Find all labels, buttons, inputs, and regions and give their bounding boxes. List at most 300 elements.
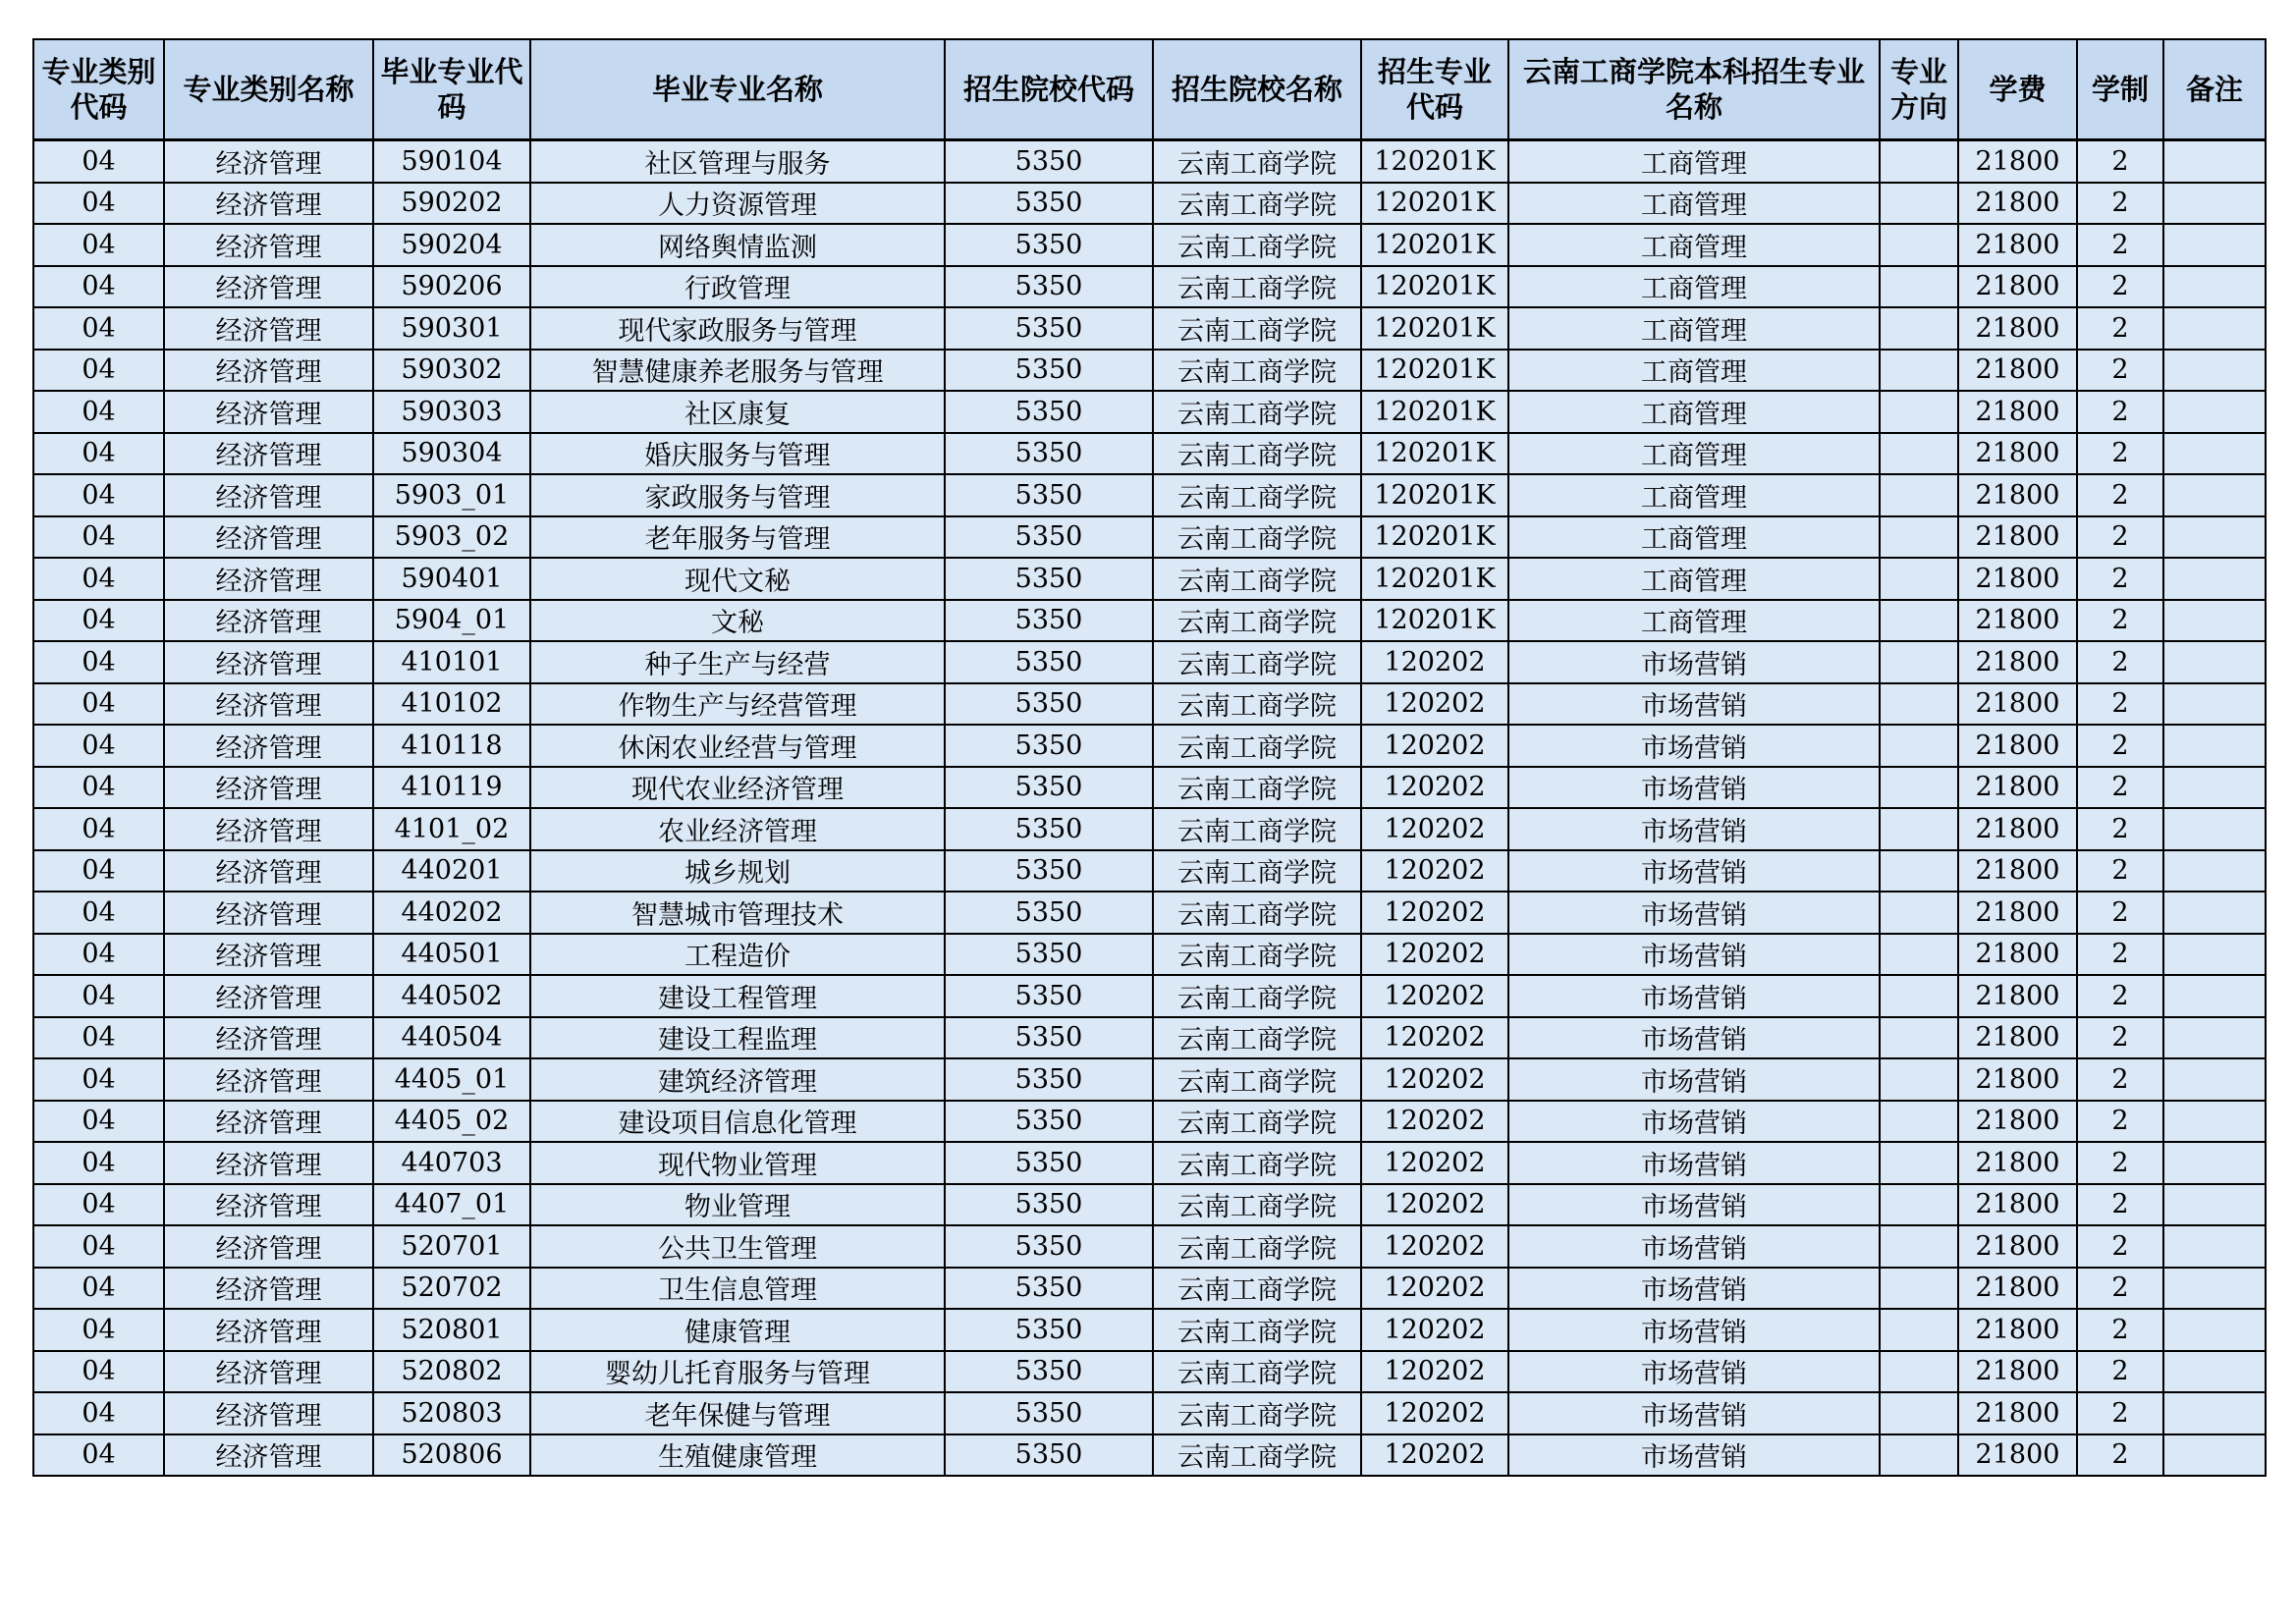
tuition-cell: 21800 bbox=[1958, 767, 2077, 809]
table-row bbox=[33, 600, 2266, 642]
major-direction-cell bbox=[1880, 1392, 1958, 1434]
graduate-major-name-cell: 人力资源管理 bbox=[530, 183, 945, 225]
category-code-cell: 04 bbox=[33, 558, 164, 600]
school-code-cell: 5350 bbox=[945, 1268, 1153, 1310]
duration-cell: 2 bbox=[2077, 892, 2163, 934]
duration-cell: 2 bbox=[2077, 850, 2163, 893]
enroll-major-name-cell: 市场营销 bbox=[1508, 1142, 1880, 1184]
enroll-major-name-cell: 市场营销 bbox=[1508, 641, 1880, 683]
major-direction-cell bbox=[1880, 808, 1958, 850]
graduate-major-code-cell: 4405_02 bbox=[373, 1101, 530, 1143]
category-code-cell: 04 bbox=[33, 641, 164, 683]
school-name-cell: 云南工商学院 bbox=[1153, 350, 1361, 392]
major-direction-cell bbox=[1880, 474, 1958, 516]
enroll-major-name-cell: 工商管理 bbox=[1508, 391, 1880, 433]
tuition-cell: 21800 bbox=[1958, 140, 2077, 183]
duration-cell: 2 bbox=[2077, 641, 2163, 683]
duration-cell: 2 bbox=[2077, 600, 2163, 642]
tuition-cell: 21800 bbox=[1958, 391, 2077, 433]
graduate-major-name-cell: 老年服务与管理 bbox=[530, 516, 945, 559]
duration-cell: 2 bbox=[2077, 975, 2163, 1017]
school-code-cell: 5350 bbox=[945, 307, 1153, 350]
category-code-cell: 04 bbox=[33, 725, 164, 767]
major-direction-cell bbox=[1880, 1184, 1958, 1226]
major-direction-cell bbox=[1880, 1309, 1958, 1351]
category-name-cell: 经济管理 bbox=[164, 1017, 373, 1059]
tuition-cell: 21800 bbox=[1958, 1058, 2077, 1101]
enroll-major-code-cell: 120202 bbox=[1361, 1309, 1508, 1351]
remarks-cell bbox=[2163, 850, 2266, 893]
graduate-major-code-cell: 440703 bbox=[373, 1142, 530, 1184]
graduate-major-name-cell: 种子生产与经营 bbox=[530, 641, 945, 683]
category-name-cell: 经济管理 bbox=[164, 474, 373, 516]
header-enroll-major-name: 云南工商学院本科招生专业名称 bbox=[1508, 39, 1880, 140]
table-row bbox=[33, 183, 2266, 225]
graduate-major-name-cell: 社区康复 bbox=[530, 391, 945, 433]
graduate-major-code-cell: 440202 bbox=[373, 892, 530, 934]
duration-cell: 2 bbox=[2077, 266, 2163, 308]
category-code-cell: 04 bbox=[33, 474, 164, 516]
table-row bbox=[33, 433, 2266, 475]
tuition-cell: 21800 bbox=[1958, 1225, 2077, 1268]
remarks-cell bbox=[2163, 808, 2266, 850]
remarks-cell bbox=[2163, 224, 2266, 266]
enroll-major-code-cell: 120202 bbox=[1361, 683, 1508, 726]
school-code-cell: 5350 bbox=[945, 934, 1153, 976]
enroll-major-code-cell: 120202 bbox=[1361, 892, 1508, 934]
graduate-major-code-cell: 5903_01 bbox=[373, 474, 530, 516]
enroll-major-name-cell: 工商管理 bbox=[1508, 266, 1880, 308]
tuition-cell: 21800 bbox=[1958, 1184, 2077, 1226]
school-name-cell: 云南工商学院 bbox=[1153, 850, 1361, 893]
tuition-cell: 21800 bbox=[1958, 725, 2077, 767]
major-direction-cell bbox=[1880, 183, 1958, 225]
table-row bbox=[33, 1392, 2266, 1434]
major-direction-cell bbox=[1880, 1017, 1958, 1059]
category-name-cell: 经济管理 bbox=[164, 600, 373, 642]
enroll-major-name-cell: 市场营销 bbox=[1508, 1017, 1880, 1059]
school-code-cell: 5350 bbox=[945, 474, 1153, 516]
category-code-cell: 04 bbox=[33, 1434, 164, 1477]
enroll-major-code-cell: 120202 bbox=[1361, 1184, 1508, 1226]
category-code-cell: 04 bbox=[33, 934, 164, 976]
category-code-cell: 04 bbox=[33, 850, 164, 893]
tuition-cell: 21800 bbox=[1958, 516, 2077, 559]
category-code-cell: 04 bbox=[33, 1101, 164, 1143]
enroll-major-code-cell: 120201K bbox=[1361, 600, 1508, 642]
table-row bbox=[33, 391, 2266, 433]
school-name-cell: 云南工商学院 bbox=[1153, 183, 1361, 225]
duration-cell: 2 bbox=[2077, 1142, 2163, 1184]
duration-cell: 2 bbox=[2077, 558, 2163, 600]
category-name-cell: 经济管理 bbox=[164, 850, 373, 893]
category-code-cell: 04 bbox=[33, 808, 164, 850]
major-direction-cell bbox=[1880, 516, 1958, 559]
tuition-cell: 21800 bbox=[1958, 474, 2077, 516]
school-code-cell: 5350 bbox=[945, 1017, 1153, 1059]
graduate-major-code-cell: 520801 bbox=[373, 1309, 530, 1351]
graduate-major-code-cell: 410101 bbox=[373, 641, 530, 683]
graduate-major-code-cell: 410119 bbox=[373, 767, 530, 809]
school-name-cell: 云南工商学院 bbox=[1153, 391, 1361, 433]
enroll-major-code-cell: 120201K bbox=[1361, 140, 1508, 183]
enroll-major-code-cell: 120202 bbox=[1361, 975, 1508, 1017]
tuition-cell: 21800 bbox=[1958, 1268, 2077, 1310]
table-row bbox=[33, 850, 2266, 893]
enroll-major-name-cell: 市场营销 bbox=[1508, 1184, 1880, 1226]
category-code-cell: 04 bbox=[33, 1058, 164, 1101]
duration-cell: 2 bbox=[2077, 1392, 2163, 1434]
table-row bbox=[33, 892, 2266, 934]
graduate-major-name-cell: 老年保健与管理 bbox=[530, 1392, 945, 1434]
school-name-cell: 云南工商学院 bbox=[1153, 892, 1361, 934]
category-code-cell: 04 bbox=[33, 433, 164, 475]
graduate-major-code-cell: 590301 bbox=[373, 307, 530, 350]
duration-cell: 2 bbox=[2077, 1225, 2163, 1268]
major-direction-cell bbox=[1880, 683, 1958, 726]
graduate-major-name-cell: 建设工程管理 bbox=[530, 975, 945, 1017]
school-name-cell: 云南工商学院 bbox=[1153, 1058, 1361, 1101]
table-row bbox=[33, 516, 2266, 559]
enroll-major-code-cell: 120202 bbox=[1361, 1058, 1508, 1101]
school-name-cell: 云南工商学院 bbox=[1153, 1309, 1361, 1351]
enroll-major-name-cell: 工商管理 bbox=[1508, 350, 1880, 392]
table-row bbox=[33, 1058, 2266, 1101]
enroll-major-name-cell: 市场营销 bbox=[1508, 683, 1880, 726]
enroll-major-name-cell: 工商管理 bbox=[1508, 183, 1880, 225]
major-direction-cell bbox=[1880, 725, 1958, 767]
header-school-code: 招生院校代码 bbox=[945, 39, 1153, 140]
graduate-major-name-cell: 健康管理 bbox=[530, 1309, 945, 1351]
graduate-major-name-cell: 智慧健康养老服务与管理 bbox=[530, 350, 945, 392]
graduate-major-code-cell: 4405_01 bbox=[373, 1058, 530, 1101]
school-name-cell: 云南工商学院 bbox=[1153, 224, 1361, 266]
enroll-major-code-cell: 120202 bbox=[1361, 1434, 1508, 1477]
tuition-cell: 21800 bbox=[1958, 1017, 2077, 1059]
enroll-major-code-cell: 120202 bbox=[1361, 808, 1508, 850]
graduate-major-name-cell: 公共卫生管理 bbox=[530, 1225, 945, 1268]
school-code-cell: 5350 bbox=[945, 641, 1153, 683]
category-code-cell: 04 bbox=[33, 683, 164, 726]
enroll-major-code-cell: 120202 bbox=[1361, 1142, 1508, 1184]
enroll-major-name-cell: 市场营销 bbox=[1508, 1309, 1880, 1351]
header-category-name: 专业类别名称 bbox=[164, 39, 373, 140]
enroll-major-code-cell: 120201K bbox=[1361, 350, 1508, 392]
header-graduate-major-name: 毕业专业名称 bbox=[530, 39, 945, 140]
table-row bbox=[33, 1101, 2266, 1143]
duration-cell: 2 bbox=[2077, 1309, 2163, 1351]
school-code-cell: 5350 bbox=[945, 140, 1153, 183]
category-name-cell: 经济管理 bbox=[164, 725, 373, 767]
graduate-major-code-cell: 4407_01 bbox=[373, 1184, 530, 1226]
major-direction-cell bbox=[1880, 224, 1958, 266]
header-row bbox=[33, 39, 2266, 140]
tuition-cell: 21800 bbox=[1958, 600, 2077, 642]
major-direction-cell bbox=[1880, 975, 1958, 1017]
category-name-cell: 经济管理 bbox=[164, 975, 373, 1017]
remarks-cell bbox=[2163, 391, 2266, 433]
enroll-major-name-cell: 市场营销 bbox=[1508, 1268, 1880, 1310]
duration-cell: 2 bbox=[2077, 391, 2163, 433]
school-code-cell: 5350 bbox=[945, 892, 1153, 934]
enroll-major-code-cell: 120201K bbox=[1361, 307, 1508, 350]
graduate-major-code-cell: 440504 bbox=[373, 1017, 530, 1059]
school-name-cell: 云南工商学院 bbox=[1153, 307, 1361, 350]
school-name-cell: 云南工商学院 bbox=[1153, 1225, 1361, 1268]
enroll-major-name-cell: 工商管理 bbox=[1508, 224, 1880, 266]
header-category-code: 专业类别代码 bbox=[33, 39, 164, 140]
tuition-cell: 21800 bbox=[1958, 558, 2077, 600]
graduate-major-name-cell: 现代家政服务与管理 bbox=[530, 307, 945, 350]
graduate-major-code-cell: 590401 bbox=[373, 558, 530, 600]
graduate-major-name-cell: 文秘 bbox=[530, 600, 945, 642]
graduate-major-name-cell: 作物生产与经营管理 bbox=[530, 683, 945, 726]
enroll-major-name-cell: 工商管理 bbox=[1508, 474, 1880, 516]
table-row bbox=[33, 1309, 2266, 1351]
category-code-cell: 04 bbox=[33, 600, 164, 642]
enroll-major-name-cell: 市场营销 bbox=[1508, 975, 1880, 1017]
table-row bbox=[33, 307, 2266, 350]
graduate-major-name-cell: 社区管理与服务 bbox=[530, 140, 945, 183]
remarks-cell bbox=[2163, 641, 2266, 683]
duration-cell: 2 bbox=[2077, 433, 2163, 475]
tuition-cell: 21800 bbox=[1958, 1434, 2077, 1477]
category-name-cell: 经济管理 bbox=[164, 433, 373, 475]
category-code-cell: 04 bbox=[33, 1225, 164, 1268]
remarks-cell bbox=[2163, 767, 2266, 809]
major-direction-cell bbox=[1880, 350, 1958, 392]
table-row bbox=[33, 725, 2266, 767]
category-code-cell: 04 bbox=[33, 767, 164, 809]
graduate-major-name-cell: 网络舆情监测 bbox=[530, 224, 945, 266]
enroll-major-code-cell: 120201K bbox=[1361, 433, 1508, 475]
school-code-cell: 5350 bbox=[945, 1225, 1153, 1268]
enroll-major-code-cell: 120202 bbox=[1361, 725, 1508, 767]
category-name-cell: 经济管理 bbox=[164, 183, 373, 225]
table-row bbox=[33, 1017, 2266, 1059]
duration-cell: 2 bbox=[2077, 1434, 2163, 1477]
major-direction-cell bbox=[1880, 391, 1958, 433]
school-code-cell: 5350 bbox=[945, 725, 1153, 767]
graduate-major-code-cell: 410118 bbox=[373, 725, 530, 767]
school-code-cell: 5350 bbox=[945, 350, 1153, 392]
graduate-major-name-cell: 生殖健康管理 bbox=[530, 1434, 945, 1477]
graduate-major-name-cell: 家政服务与管理 bbox=[530, 474, 945, 516]
enroll-major-name-cell: 市场营销 bbox=[1508, 1351, 1880, 1393]
school-name-cell: 云南工商学院 bbox=[1153, 1268, 1361, 1310]
category-code-cell: 04 bbox=[33, 1184, 164, 1226]
graduate-major-name-cell: 现代物业管理 bbox=[530, 1142, 945, 1184]
duration-cell: 2 bbox=[2077, 350, 2163, 392]
duration-cell: 2 bbox=[2077, 1017, 2163, 1059]
graduate-major-code-cell: 520803 bbox=[373, 1392, 530, 1434]
school-name-cell: 云南工商学院 bbox=[1153, 725, 1361, 767]
graduate-major-code-cell: 440201 bbox=[373, 850, 530, 893]
graduate-major-name-cell: 建设项目信息化管理 bbox=[530, 1101, 945, 1143]
duration-cell: 2 bbox=[2077, 808, 2163, 850]
enroll-major-code-cell: 120202 bbox=[1361, 850, 1508, 893]
school-code-cell: 5350 bbox=[945, 1392, 1153, 1434]
remarks-cell bbox=[2163, 183, 2266, 225]
school-code-cell: 5350 bbox=[945, 975, 1153, 1017]
remarks-cell bbox=[2163, 350, 2266, 392]
remarks-cell bbox=[2163, 433, 2266, 475]
category-name-cell: 经济管理 bbox=[164, 641, 373, 683]
duration-cell: 2 bbox=[2077, 1184, 2163, 1226]
graduate-major-name-cell: 卫生信息管理 bbox=[530, 1268, 945, 1310]
table-row bbox=[33, 350, 2266, 392]
major-direction-cell bbox=[1880, 850, 1958, 893]
header-major-direction: 专业方向 bbox=[1880, 39, 1958, 140]
table-row bbox=[33, 474, 2266, 516]
table-header bbox=[33, 39, 2266, 140]
school-code-cell: 5350 bbox=[945, 1142, 1153, 1184]
category-code-cell: 04 bbox=[33, 140, 164, 183]
graduate-major-code-cell: 520701 bbox=[373, 1225, 530, 1268]
school-name-cell: 云南工商学院 bbox=[1153, 1184, 1361, 1226]
enroll-major-code-cell: 120202 bbox=[1361, 1351, 1508, 1393]
graduate-major-code-cell: 520702 bbox=[373, 1268, 530, 1310]
category-name-cell: 经济管理 bbox=[164, 1434, 373, 1477]
category-code-cell: 04 bbox=[33, 391, 164, 433]
table-row bbox=[33, 1434, 2266, 1477]
table-row bbox=[33, 558, 2266, 600]
school-name-cell: 云南工商学院 bbox=[1153, 808, 1361, 850]
school-code-cell: 5350 bbox=[945, 1101, 1153, 1143]
category-name-cell: 经济管理 bbox=[164, 1142, 373, 1184]
graduate-major-name-cell: 婴幼儿托育服务与管理 bbox=[530, 1351, 945, 1393]
remarks-cell bbox=[2163, 1017, 2266, 1059]
school-code-cell: 5350 bbox=[945, 808, 1153, 850]
enroll-major-code-cell: 120202 bbox=[1361, 934, 1508, 976]
remarks-cell bbox=[2163, 1225, 2266, 1268]
category-name-cell: 经济管理 bbox=[164, 1268, 373, 1310]
graduate-major-code-cell: 520806 bbox=[373, 1434, 530, 1477]
remarks-cell bbox=[2163, 516, 2266, 559]
enroll-major-name-cell: 工商管理 bbox=[1508, 140, 1880, 183]
major-direction-cell bbox=[1880, 1101, 1958, 1143]
enroll-major-name-cell: 市场营销 bbox=[1508, 1101, 1880, 1143]
school-code-cell: 5350 bbox=[945, 1058, 1153, 1101]
category-name-cell: 经济管理 bbox=[164, 808, 373, 850]
major-direction-cell bbox=[1880, 641, 1958, 683]
school-code-cell: 5350 bbox=[945, 1351, 1153, 1393]
table-row bbox=[33, 641, 2266, 683]
table-row bbox=[33, 808, 2266, 850]
school-code-cell: 5350 bbox=[945, 1434, 1153, 1477]
school-name-cell: 云南工商学院 bbox=[1153, 683, 1361, 726]
remarks-cell bbox=[2163, 1268, 2266, 1310]
duration-cell: 2 bbox=[2077, 1351, 2163, 1393]
graduate-major-name-cell: 智慧城市管理技术 bbox=[530, 892, 945, 934]
category-name-cell: 经济管理 bbox=[164, 1351, 373, 1393]
school-name-cell: 云南工商学院 bbox=[1153, 1392, 1361, 1434]
table-row bbox=[33, 1142, 2266, 1184]
school-code-cell: 5350 bbox=[945, 391, 1153, 433]
school-code-cell: 5350 bbox=[945, 1309, 1153, 1351]
category-name-cell: 经济管理 bbox=[164, 1101, 373, 1143]
category-name-cell: 经济管理 bbox=[164, 1309, 373, 1351]
enroll-major-name-cell: 市场营销 bbox=[1508, 1058, 1880, 1101]
major-direction-cell bbox=[1880, 1225, 1958, 1268]
tuition-cell: 21800 bbox=[1958, 224, 2077, 266]
category-code-cell: 04 bbox=[33, 307, 164, 350]
tuition-cell: 21800 bbox=[1958, 350, 2077, 392]
table-row bbox=[33, 934, 2266, 976]
category-name-cell: 经济管理 bbox=[164, 391, 373, 433]
enroll-major-code-cell: 120202 bbox=[1361, 1392, 1508, 1434]
remarks-cell bbox=[2163, 1184, 2266, 1226]
category-code-cell: 04 bbox=[33, 1392, 164, 1434]
school-name-cell: 云南工商学院 bbox=[1153, 140, 1361, 183]
enroll-major-name-cell: 市场营销 bbox=[1508, 808, 1880, 850]
remarks-cell bbox=[2163, 600, 2266, 642]
graduate-major-name-cell: 建筑经济管理 bbox=[530, 1058, 945, 1101]
enroll-major-code-cell: 120201K bbox=[1361, 474, 1508, 516]
category-code-cell: 04 bbox=[33, 224, 164, 266]
remarks-cell bbox=[2163, 1351, 2266, 1393]
remarks-cell bbox=[2163, 1101, 2266, 1143]
tuition-cell: 21800 bbox=[1958, 1351, 2077, 1393]
school-name-cell: 云南工商学院 bbox=[1153, 1017, 1361, 1059]
enroll-major-code-cell: 120201K bbox=[1361, 516, 1508, 559]
enroll-major-code-cell: 120202 bbox=[1361, 1101, 1508, 1143]
duration-cell: 2 bbox=[2077, 1101, 2163, 1143]
category-name-cell: 经济管理 bbox=[164, 266, 373, 308]
enroll-major-code-cell: 120202 bbox=[1361, 641, 1508, 683]
duration-cell: 2 bbox=[2077, 934, 2163, 976]
remarks-cell bbox=[2163, 975, 2266, 1017]
remarks-cell bbox=[2163, 1434, 2266, 1477]
category-code-cell: 04 bbox=[33, 1268, 164, 1310]
school-name-cell: 云南工商学院 bbox=[1153, 1101, 1361, 1143]
remarks-cell bbox=[2163, 725, 2266, 767]
enroll-major-name-cell: 工商管理 bbox=[1508, 600, 1880, 642]
school-name-cell: 云南工商学院 bbox=[1153, 516, 1361, 559]
graduate-major-code-cell: 440502 bbox=[373, 975, 530, 1017]
remarks-cell bbox=[2163, 307, 2266, 350]
category-name-cell: 经济管理 bbox=[164, 1392, 373, 1434]
major-direction-cell bbox=[1880, 266, 1958, 308]
graduate-major-name-cell: 休闲农业经营与管理 bbox=[530, 725, 945, 767]
tuition-cell: 21800 bbox=[1958, 1101, 2077, 1143]
tuition-cell: 21800 bbox=[1958, 892, 2077, 934]
table-row bbox=[33, 1351, 2266, 1393]
category-name-cell: 经济管理 bbox=[164, 1184, 373, 1226]
remarks-cell bbox=[2163, 892, 2266, 934]
graduate-major-code-cell: 590303 bbox=[373, 391, 530, 433]
school-code-cell: 5350 bbox=[945, 183, 1153, 225]
table-row bbox=[33, 1225, 2266, 1268]
enrollment-table bbox=[32, 38, 2267, 1477]
graduate-major-code-cell: 590104 bbox=[373, 140, 530, 183]
school-code-cell: 5350 bbox=[945, 558, 1153, 600]
graduate-major-code-cell: 440501 bbox=[373, 934, 530, 976]
enroll-major-name-cell: 工商管理 bbox=[1508, 307, 1880, 350]
major-direction-cell bbox=[1880, 1058, 1958, 1101]
remarks-cell bbox=[2163, 474, 2266, 516]
graduate-major-code-cell: 590304 bbox=[373, 433, 530, 475]
school-name-cell: 云南工商学院 bbox=[1153, 934, 1361, 976]
enroll-major-code-cell: 120202 bbox=[1361, 1017, 1508, 1059]
enroll-major-code-cell: 120202 bbox=[1361, 1268, 1508, 1310]
major-direction-cell bbox=[1880, 892, 1958, 934]
enroll-major-code-cell: 120201K bbox=[1361, 391, 1508, 433]
graduate-major-code-cell: 590204 bbox=[373, 224, 530, 266]
duration-cell: 2 bbox=[2077, 683, 2163, 726]
major-direction-cell bbox=[1880, 140, 1958, 183]
category-code-cell: 04 bbox=[33, 1351, 164, 1393]
